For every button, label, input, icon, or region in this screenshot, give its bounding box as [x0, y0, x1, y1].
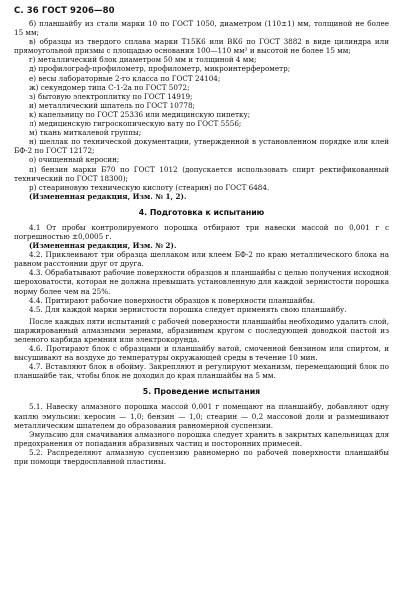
- list-item: б) планшайбу из стали марки 10 по ГОСТ 1050, диаметром (110±1) мм, толщиной не более 15 мм;: [14, 19, 389, 38]
- paragraph-5-1: 5.1. Навеску алмазного порошка массой 0,001 г помещают на планшайбу, добавляют одну каплю эмульсии: керосин — 1,0; бензин — 1,0; стеарин — 0,2 массовой доли и размешивают металлическим шпателем до образования равномерной суспензии.: [14, 402, 389, 430]
- list-item: р) стеариновую техническую кислоту (стеарин) по ГОСТ 6484.: [29, 182, 270, 192]
- paragraph-5-1-note: Эмульсию для смачивания алмазного порошка следует хранить в закрытых капельницах для предохранения от попадания абразивных частиц и посторонних примесей.: [14, 429, 389, 448]
- amendment-note: (Измененная редакция, Изм. № 2).: [29, 241, 177, 251]
- section-5-title: 5. Проведение испытания: [142, 387, 261, 397]
- list-item: п) бензин марки Б70 по ГОСТ 1012 (допускается использовать спирт ректификованный технический по ГОСТ 18300);: [14, 164, 389, 183]
- list-item: д) профилограф-профилометр, профилометр, микроинтерферометр;: [29, 64, 291, 74]
- paragraph-4-2: 4.2. Приклеивают три образца шеллаком или клеем БФ-2 по краю металлического блока на равном расстоянии друг от друга.: [14, 250, 389, 269]
- list-item: е) весы лабораторные 2-го класса по ГОСТ 24104;: [29, 73, 221, 83]
- paragraph-4-4: 4.4. Притирают рабочие поверхности образцов к поверхности планшайбы.: [29, 295, 316, 305]
- paragraph-4-3: 4.3. Обрабатывают рабочие поверхности образцов и планшайбы с целью получения исходной шероховатости, которая не должна превышать установленную для каждой зернистости порошка норму более чем на 25%.: [14, 268, 389, 296]
- page-header: С. 36 ГОСТ 9206—80: [14, 6, 115, 16]
- list-item: з) бытовую электроплитку по ГОСТ 14919;: [29, 91, 193, 101]
- paragraph-4-1: 4.1 От пробы контролируемого порошка отбирают три навески массой по 0,001 г с погрешностью ±0,0005 г.: [14, 222, 389, 241]
- list-item: н) шеллак по технической документации, утвержденной в установленном порядке или клей БФ-2 по ГОСТ 12172;: [14, 137, 389, 156]
- paragraph-4-6: 4.6. Протирают блок с образцами и планшайбу ватой, смоченной бензином или спиртом, и высушивают на воздухе до температуры окружающей среды в течение 10 мин.: [14, 344, 389, 363]
- list-item: ж) секундомер типа С-1-2а по ГОСТ 5072;: [29, 82, 190, 92]
- paragraph-4-7: 4.7. Вставляют блок в обойму. Закрепляют и регулируют механизм, перемещающий блок по планшайбе так, чтобы блок не доходил до края планшайбы на 5 мм.: [14, 362, 389, 381]
- paragraph-after-4-5: После каждых пяти испытаний с рабочей поверхности планшайбы необходимо удалить слой, шаржированный алмазными зернами, абразивным кругом с последующей доводкой пастой из зеленого карбида кремния или электрокорунда.: [14, 316, 389, 344]
- paragraph-4-5: 4.5. Для каждой марки зернистости порошка следует применять свою планшайбу.: [29, 304, 347, 314]
- list-item: л) медицинскую гигроскопическую вату по ГОСТ 5556;: [29, 119, 242, 129]
- list-item: о) очищенный керосин;: [29, 155, 120, 165]
- list-item: в) образцы из твердого сплава марки Т15К6 или ВК6 по ГОСТ 3882 в виде цилиндра или прямоугольной призмы с площадью основания 100—110 мм² и высотой не более 15 мм;: [14, 37, 389, 56]
- list-item: к) капельницу по ГОСТ 25336 или медицинскую пипетку;: [29, 109, 251, 119]
- section-4-title: 4. Подготовка к испытанию: [138, 207, 265, 217]
- paragraph-5-2: 5.2. Распределяют алмазную суспензию равномерно по рабочей поверхности планшайбы при помощи твердосплавной пластины.: [14, 447, 389, 467]
- list-item: м) ткань миткалевой группы;: [29, 128, 142, 138]
- list-item: и) металлический шпатель по ГОСТ 10778;: [29, 100, 195, 110]
- amendment-note: (Измененная редакция, Изм. № 1, 2).: [29, 191, 187, 201]
- list-item: г) металлический блок диаметром 50 мм и толщиной 4 мм;: [29, 55, 257, 65]
- equipment-list: [14, 19, 389, 201]
